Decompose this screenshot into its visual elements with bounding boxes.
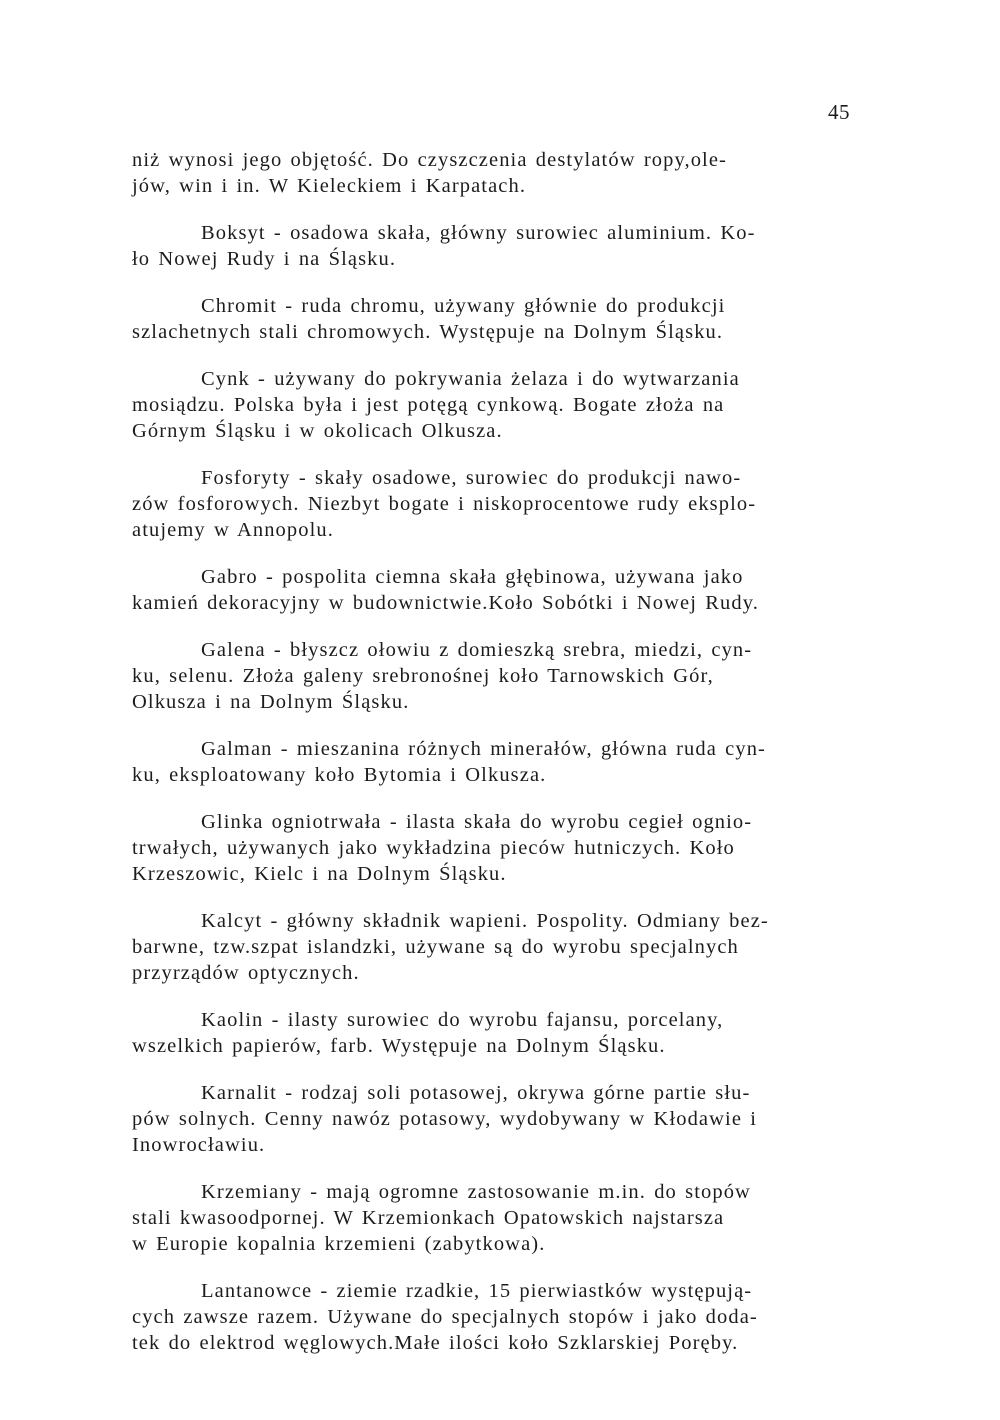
text-line: Krzemiany - mają ogromne zastosowanie m.in. do stopów [201,1181,751,1203]
text-line: Glinka ogniotrwała - ilasta skała do wyrobu cegieł ognio- [201,811,753,833]
paragraph-continuation [132,147,877,199]
paragraph-karnalit [132,1080,877,1158]
text-line: szlachetnych stali chromowych. Występuje na Dolnym Śląsku. [132,321,724,343]
text-line: Lantanowce - ziemie rzadkie, 15 pierwiastków występują- [201,1280,753,1302]
text-line: Fosforyty - skały osadowe, surowiec do produkcji nawo- [201,467,742,489]
text-line: barwne, tzw.szpat islandzki, używane są do wyrobu specjalnych [132,936,739,958]
paragraph-galena [132,637,877,715]
text-line: Galman - mieszanina różnych minerałów, główna ruda cyn- [201,738,766,760]
text-line: niż wynosi jego objętość. Do czyszczenia destylatów ropy,ole- [132,149,727,171]
text-line: cych zawsze razem. Używane do specjalnych stopów i jako doda- [132,1306,758,1328]
text-line: wszelkich papierów, farb. Występuje na Dolnym Śląsku. [132,1035,666,1057]
text-line: Galena - błyszcz ołowiu z domieszką srebra, miedzi, cyn- [201,639,753,661]
paragraph-glinka [132,809,877,887]
text-line: Kalcyt - główny składnik wapieni. Pospolity. Odmiany bez- [201,910,769,932]
text-line: Inowrocławiu. [132,1134,266,1156]
text-line: trwałych, używanych jako wykładzina pieców hutniczych. Koło [132,837,735,859]
text-line: zów fosforowych. Niezbyt bogate i niskoprocentowe rudy eksplo- [132,493,757,515]
text-line: Boksyt - osadowa skała, główny surowiec aluminium. Ko- [201,222,756,244]
text-line: mosiądzu. Polska była i jest potęgą cynkową. Bogate złoża na [132,394,725,416]
paragraph-fosforyty [132,465,877,543]
paragraph-lantanowce [132,1278,877,1356]
text-line: Górnym Śląsku i w okolicach Olkusza. [132,420,503,442]
page-number: 45 [828,100,850,124]
paragraph-boksyt [132,220,877,272]
paragraph-krzemiany [132,1179,877,1257]
paragraph-kaolin [132,1007,877,1059]
text-line: ło Nowej Rudy i na Śląsku. [132,248,397,270]
text-line: w Europie kopalnia krzemieni (zabytkowa). [132,1233,546,1255]
text-line: kamień dekoracyjny w budownictwie.Koło Sobótki i Nowej Rudy. [132,592,759,614]
text-line: atujemy w Annopolu. [132,519,334,541]
paragraph-galman [132,736,877,788]
paragraph-chromit [132,293,877,345]
text-line: ku, selenu. Złoża galeny srebronośnej koło Tarnowskich Gór, [132,665,714,687]
text-line: przyrządów optycznych. [132,962,360,984]
text-line: pów solnych. Cenny nawóz potasowy, wydobywany w Kłodawie i [132,1108,758,1130]
text-line: Cynk - używany do pokrywania żelaza i do wytwarzania [201,368,740,390]
text-line: ku, eksploatowany koło Bytomia i Olkusza. [132,764,547,786]
paragraph-cynk [132,366,877,444]
text-line: stali kwasoodpornej. W Krzemionkach Opatowskich najstarsza [132,1207,725,1229]
text-line: Olkusza i na Dolnym Śląsku. [132,691,410,713]
text-line: jów, win i in. W Kieleckiem i Karpatach. [132,175,527,197]
text-line: Gabro - pospolita ciemna skała głębinowa, używana jako [201,566,744,588]
text-line: tek do elektrod węglowych.Małe ilości koło Szklarskiej Poręby. [132,1332,739,1354]
text-line: Karnalit - rodzaj soli potasowej, okrywa górne partie słu- [201,1082,751,1104]
paragraph-gabro [132,564,877,616]
text-line: Krzeszowic, Kielc i na Dolnym Śląsku. [132,863,507,885]
text-line: Kaolin - ilasty surowiec do wyrobu fajansu, porcelany, [201,1009,724,1031]
paragraph-kalcyt [132,908,877,986]
text-line: Chromit - ruda chromu, używany głównie do produkcji [201,295,726,317]
text-body [132,147,877,1377]
